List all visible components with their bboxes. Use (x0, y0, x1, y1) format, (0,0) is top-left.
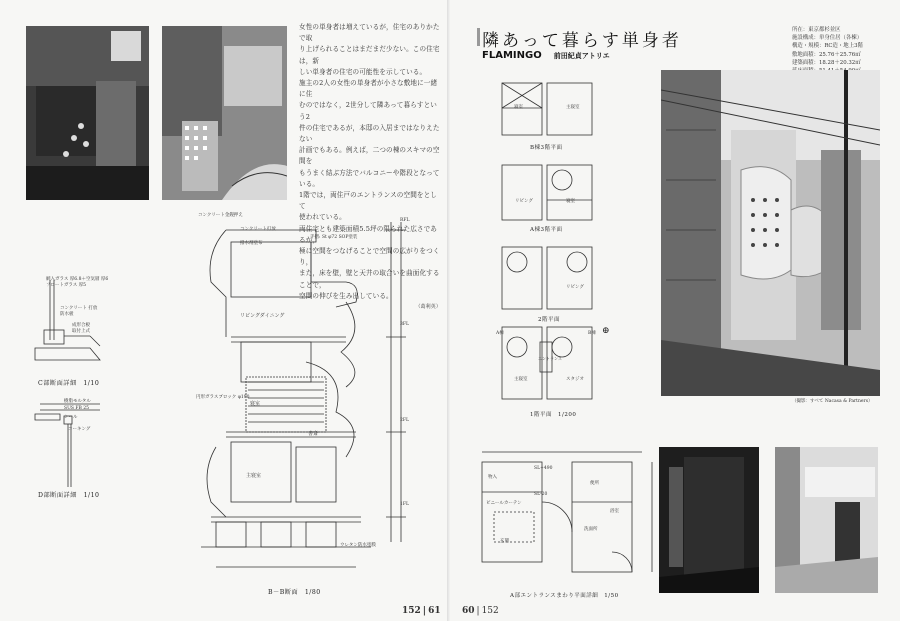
plan-2fl (492, 242, 602, 314)
detail-d-label-1: 樹脂モルタル (64, 399, 91, 404)
entrance-label-5: SL-20 (534, 492, 548, 497)
fl1-label-2: スタジオ (566, 377, 584, 382)
right-folio: 60 | 152 (462, 606, 499, 616)
section-label-9: 書斎 (308, 431, 319, 437)
entrance-label-1: 物入 (488, 475, 497, 480)
section-label-2: コンクリート打放 (240, 227, 276, 232)
level-rfl: RFL (400, 218, 410, 223)
section-label-10: ウレタン防水塗膜 (340, 543, 376, 548)
section-label-1: コンクリート金鏝押え (198, 213, 243, 218)
project-name: FLAMINGO (482, 50, 542, 61)
a3-label-2: 寝室 (566, 199, 575, 204)
b3-label-2: 主寝室 (566, 105, 580, 110)
detail-c-label-4: 防水板 (60, 312, 74, 317)
interior-photo-2 (162, 26, 287, 200)
title-bar (477, 28, 480, 46)
plan-a3 (492, 160, 602, 224)
photo-credit: （撮影：すべて Nacasa & Partners） (792, 399, 873, 404)
fl1-label-1: 主寝室 (514, 377, 528, 382)
body-credit: （葛利英） (415, 304, 441, 311)
a3-label-1: リビング (515, 199, 533, 204)
fl1-caption: 1階平面 1/200 (530, 412, 577, 418)
article-title: 隣あって暮らす単身者 (482, 31, 682, 51)
detail-d-label-4: コーキング (68, 427, 91, 432)
entrance-detail-drawing (472, 442, 662, 592)
section-label-3: 手摺: St φ72 SOP塗装 (310, 235, 358, 240)
article-body: 女性の単身者は増えているが，住宅のありかたで取 り上げられることはまだまだ少ない。この住宅は，新 しい単身者の住宅の可能性を示している。 施主の2人の女性の単身者が小さな敷地に一緒に住 むのではなく，2世分して隣あって暮らすという2 件の住宅であるが，本邸の入居まではなりえたない 計画でもある。例えば，二つの棟のスキマの空間を もうまく結ぶ方法でバルコニーや階段となっている。 1階では，両住戸のエントランスの空間をとして 使われている。 両住宅とも建築面積5.5坪の限られた広さであるが， 極に空間をつなげることで空間の広がりをつくり， また，床を壁，壁と天井の取合いを曲面化することで， 空間の伸びを生み出している。 （葛利英） (299, 22, 441, 313)
entrance-photo-1 (659, 447, 759, 593)
plan-b3 (492, 78, 602, 142)
detail-c-label-3: コンクリート 打放 (60, 306, 98, 311)
entrance-label-2: SL+490 (534, 466, 553, 471)
level-3fl: 3FL (400, 322, 409, 327)
section-label-4: 撥水剤塗布 (240, 241, 263, 246)
entrance-label-4: 玄関 (500, 539, 509, 544)
exterior-photo (661, 70, 880, 396)
interior-photo-1 (26, 26, 149, 200)
level-1fl: 1FL (400, 502, 409, 507)
entrance-photo-2 (775, 447, 878, 593)
a3-caption: A棟3階平面 (530, 227, 563, 233)
entrance-label-7: 浴室 (610, 509, 619, 514)
fl2-label-1: リビング (566, 285, 584, 290)
detail-c-label-2: フロートガラス 厚5 (46, 283, 87, 288)
entrance-caption: A部エントランスまわり平面詳細 1/50 (510, 593, 619, 599)
detail-c-caption: C部断面詳細 1/10 (38, 380, 100, 387)
section-label-7: 寝室 (250, 401, 261, 407)
left-folio: 152 | 61 (402, 606, 441, 616)
detail-c-label-6: 取付上式 (72, 329, 90, 334)
detail-d-caption: D部断面詳細 1/10 (38, 492, 100, 499)
section-label-6: 円形ガラスブロック φ190 (196, 395, 250, 400)
section-label-8: 主寝室 (246, 473, 262, 479)
entrance-label-6: 便所 (590, 481, 599, 486)
level-2fl: 2FL (400, 418, 409, 423)
project-specs: 所在：東京都杉並区 施設構成：単身住居（各棟） 構造・規模：RC造・地上3階 敷地面積：25.76＋25.76㎡ 建築面積：18.28＋20.32㎡ (792, 27, 863, 66)
fl1-label-a: A棟 (496, 331, 504, 336)
detail-d-label-3: シール (64, 415, 78, 420)
section-bb-drawing (186, 212, 426, 592)
detail-d-label-2: SUS FB 25 (64, 406, 89, 411)
architect-name: 前田紀貞アトリエ (553, 52, 610, 60)
project-subtitle (482, 50, 610, 61)
b3-caption: B棟3階平面 (530, 145, 563, 151)
entrance-label-8: 洗面所 (584, 527, 598, 532)
north-arrow-icon: ⊕ (602, 326, 610, 336)
plan-1fl (492, 322, 602, 404)
section-bb-caption: B－B断面 1/80 (268, 589, 321, 596)
fl1-label-3: エントランス (538, 356, 562, 361)
detail-c-label-5: 成形合板 (72, 323, 90, 328)
detail-c-label-1: 網入ガラス 厚6.8＋空気層 厚6 (46, 277, 109, 282)
fl2-caption: 2階平面 (538, 317, 560, 323)
fl1-label-b: B棟 (588, 331, 596, 336)
b3-label-1: 寝室 (514, 105, 523, 110)
entrance-label-3: ビニールカーテン (486, 501, 522, 506)
section-label-5: リビングダイニング (240, 313, 285, 319)
